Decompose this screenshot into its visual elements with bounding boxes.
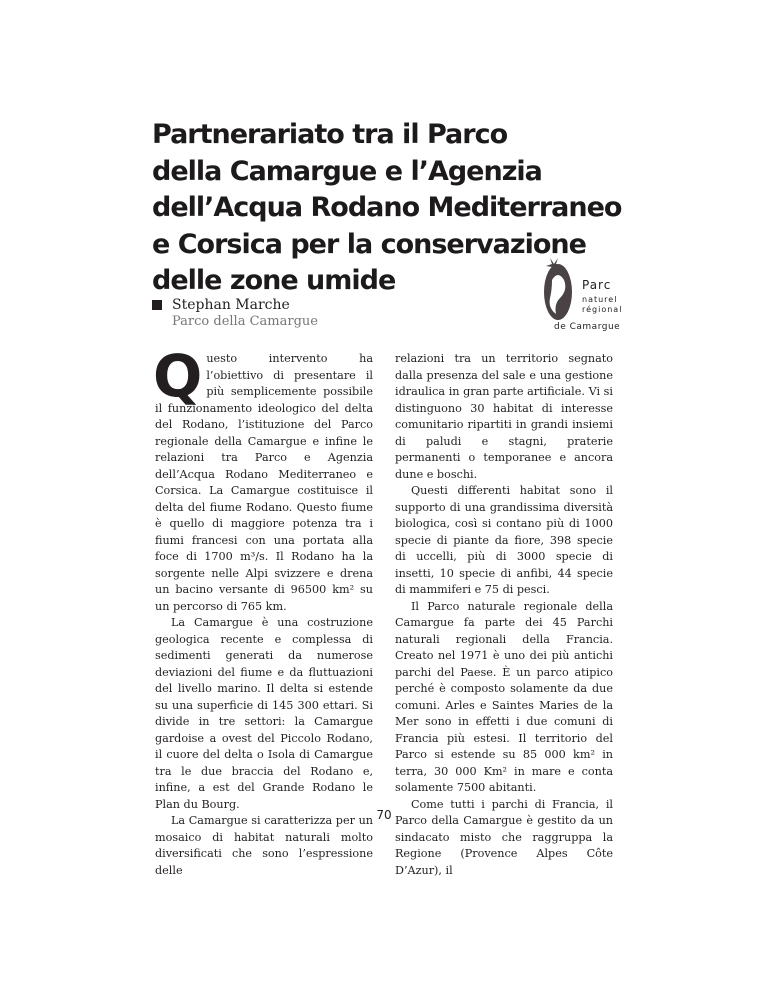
logo-text: naturel [582,295,618,304]
paragraph-text: uesto intervento ha l’obiettivo di presentare il più semplicemente possibile il funzionamento ideologico del delta del Rodano, l’istituzione del Parco regionale della Camargue e infine le relazioni tra Parco e Agenzia dell’Acqua Rodano Mediterraneo e Corsica. La Camargue costituisce il delta del fiume Rodano. Questo fiume è quello di maggiore potenza tra i fiumi francesi con una portata alla foce di 1700 m³/s. Il Rodano ha la sorgente nelle Alpi svizzere e drena un bacino versante di 96500 km² su un percorso di 765 km. [155,352,373,613]
title-line: delle zone umide [152,265,396,296]
bullet-square-icon [152,300,162,310]
paragraph: Il Parco naturale regionale della Camargue fa parte dei 45 Parchi naturali regionali della Francia. Creato nel 1971 è uno dei più antichi parchi del Paese. È un parco atipico perché è composto solamente da due comuni. Arles e Saintes Maries de la Mer sono in effetti i due comuni di Francia più estesi. Il territorio del Parco si estende su 85 000 km² in terra, 30 000 Km² in mare e conta solamente 7500 abitanti. [395,599,613,794]
logo-text: régional [582,305,623,314]
title-line: dell’Acqua Rodano Mediterraneo [152,192,622,223]
title-line: della Camargue e l’Agenzia [152,155,542,187]
flamingo-emblem-icon [544,258,572,320]
byline [152,297,318,329]
author-row [152,297,318,313]
paragraph: relazioni tra un territorio segnato dalla presenza del sale e una gestione idraulica in gran parte artificiale. Vi si distinguono 30 habitat di interesse comunitario ripartiti in grandi insiemi di paludi e stagni, praterie permanenti o temporanee e ancora dune e boschi. [395,352,613,481]
title-line: Partnerariato tra il Parco [152,119,508,150]
logo-text: de Camargue [554,322,621,332]
body-column-left [153,342,373,879]
paragraph: Come tutti i parchi di Francia, il Parco della Camargue è gestito da un sindacato misto che raggruppa la Regione (Provence Alpes Côte D’Azur), il [395,797,613,877]
paragraph: Questi differenti habitat sono il supporto di una grandissima diversità biologica, così si contano più di 1000 specie di piante da fiore, 398 specie di uccelli, più di 3000 specie di insetti, 10 specie di anfibi, 44 specie di mammiferi e 75 di pesci. [395,484,613,596]
paragraph: La Camargue è una costruzione geologica recente e complessa di sedimenti generati da numerose deviazioni del fiume e da fluttuazioni del livello marino. Il delta si estende su una superficie di 145 300 ettari. Si divide in tre settori: la Camargue gardoise a ovest del Piccolo Rodano, il cuore del delta o Isola di Camargue tra le due braccia del Rodano e, infine, a est del Grande Rodano le Plan du Bourg. [155,616,373,811]
paragraph: La Camargue si caratterizza per un mosaico di habitat naturali molto diversificati che sono l’espressione delle [155,814,373,877]
author-name: Stephan Marche [172,297,290,313]
author-affiliation: Parco della Camargue [172,314,318,329]
body-column-right [395,351,613,879]
logo-text: Parc [582,278,612,292]
drop-cap: Q [153,342,203,410]
paragraph [153,342,373,615]
page-number: 70 [376,808,392,822]
title-line: e Corsica per la conservazione [152,228,586,260]
